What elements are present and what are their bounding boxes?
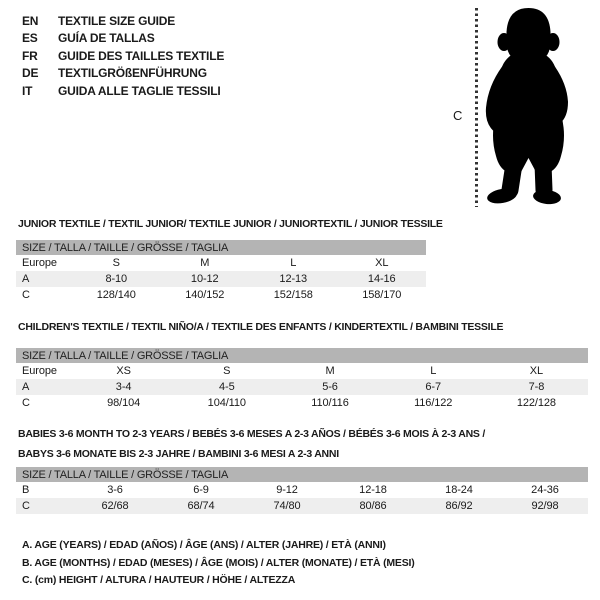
- table-cell: 68/74: [187, 500, 215, 512]
- table-cell: 80/86: [359, 500, 387, 512]
- table-cell: 24-36: [531, 484, 559, 496]
- table-row: [16, 498, 588, 514]
- size-header-bar: SIZE / TALLA / TAILLE / GRÖSSE / TAGLIA: [16, 467, 588, 482]
- table-cell: 6-9: [193, 484, 209, 496]
- toddler-silhouette-svg: [482, 6, 575, 207]
- table-title: [18, 320, 588, 334]
- table-row: [16, 379, 588, 395]
- language-label: GUIDA ALLE TAGLIE TESSILI: [58, 83, 221, 98]
- language-item: [22, 30, 224, 47]
- row-label: C: [22, 397, 30, 409]
- table-cell: 140/152: [185, 289, 225, 301]
- table-cell: M: [325, 365, 335, 377]
- table-title: [18, 217, 443, 231]
- table-cell: 152/158: [273, 289, 313, 301]
- table-cell: 18-24: [445, 484, 473, 496]
- table-cell: 3-4: [115, 381, 132, 393]
- language-label: TEXTILE SIZE GUIDE: [58, 14, 176, 28]
- table-cell: XL: [529, 365, 544, 377]
- language-label: GUÍA DE TALLAS: [58, 31, 155, 46]
- table-row: [16, 363, 588, 379]
- language-item: [22, 13, 224, 30]
- footnote-line-a: A. AGE (YEARS) / EDAD (AÑOS) / ÂGE (ANS) / ALTER (JAHRE) / ETÀ (ANNI): [22, 539, 386, 551]
- height-measure-dotted-line: [475, 8, 478, 207]
- table-cell: 12-18: [359, 484, 387, 496]
- table-title-line: CHILDREN'S TEXTILE / TEXTIL NIÑO/A / TEXTILE DES ENFANTS / KINDERTEXTIL / BAMBINI TESSILE: [18, 321, 504, 333]
- table-cell: S: [223, 365, 231, 377]
- table-cell: 104/110: [207, 397, 246, 409]
- language-label: GUIDE DES TAILLES TEXTILE: [58, 48, 225, 63]
- table-cell: 3-6: [107, 484, 123, 496]
- measure-label-c: C: [453, 108, 463, 123]
- row-label: A: [22, 381, 30, 393]
- table-cell: 110/116: [311, 397, 349, 409]
- language-code: FR: [22, 48, 38, 63]
- table-cell: 158/170: [362, 289, 402, 301]
- table-title: [18, 424, 588, 464]
- table-cell: L: [430, 365, 437, 377]
- language-item: [22, 83, 224, 100]
- row-label: B: [22, 484, 30, 496]
- table-row: [16, 482, 588, 498]
- footnote-line-c: C. (cm) HEIGHT / ALTURA / HAUTEUR / HÖHE / ALTEZZA: [22, 574, 296, 586]
- junior-size-table: [16, 217, 443, 303]
- footnote-line-b: B. AGE (MONTHS) / EDAD (MESES) / ÂGE (MOIS) / ALTER (MONATE) / ETÀ (MESI): [22, 556, 415, 569]
- footnotes: [22, 537, 415, 590]
- table-cell: 116/122: [414, 397, 453, 409]
- table-cell: 14-16: [367, 273, 396, 285]
- table-cell: M: [200, 257, 210, 269]
- row-label: Europe: [22, 365, 57, 377]
- row-label: C: [22, 500, 30, 512]
- row-label: C: [22, 289, 30, 301]
- language-item: [22, 65, 224, 82]
- babies-size-table: [16, 424, 588, 514]
- table-row: [16, 287, 426, 303]
- table-title-line: BABIES 3-6 MONTH TO 2-3 YEARS / BEBÉS 3-6 MESES A 2-3 AÑOS / BÉBÉS 3-6 MOIS À 2-3 ANS /: [18, 428, 486, 440]
- table-cell: 6-7: [425, 381, 442, 393]
- language-code: DE: [22, 66, 39, 81]
- table-cell: XL: [375, 257, 389, 269]
- table-cell: 10-12: [190, 273, 219, 285]
- table-row: [16, 271, 426, 287]
- language-code: EN: [22, 14, 39, 28]
- language-item: [22, 48, 224, 65]
- table-row: [16, 255, 426, 271]
- table-cell: 98/104: [107, 397, 141, 409]
- table-cell: 12-13: [279, 273, 308, 285]
- toddler-silhouette-icon: [482, 6, 575, 207]
- size-header-bar: SIZE / TALLA / TAILLE / GRÖSSE / TAGLIA: [16, 240, 426, 255]
- table-row: [16, 395, 588, 411]
- table-cell: 5-6: [322, 381, 338, 393]
- table-cell: 122/128: [516, 397, 556, 409]
- table-cell: 74/80: [273, 500, 301, 512]
- language-code: IT: [22, 83, 33, 98]
- table-title-line: BABYS 3-6 MONATE BIS 2-3 JAHRE / BAMBINI 3-6 MESI A 2-3 ANNI: [18, 448, 339, 460]
- table-cell: XS: [116, 365, 131, 377]
- children-size-table: [16, 320, 588, 411]
- language-list: [22, 13, 224, 100]
- table-title-line: JUNIOR TEXTILE / TEXTIL JUNIOR/ TEXTILE JUNIOR / JUNIORTEXTIL / JUNIOR TESSILE: [18, 218, 443, 230]
- table-cell: 8-10: [105, 273, 128, 285]
- table-cell: 128/140: [96, 289, 136, 301]
- language-label: TEXTILGRÖßENFÜHRUNG: [58, 66, 207, 81]
- row-label: A: [22, 273, 30, 285]
- language-code: ES: [22, 31, 38, 46]
- table-cell: 86/92: [445, 500, 473, 512]
- table-cell: S: [112, 257, 120, 269]
- table-cell: 4-5: [219, 381, 235, 393]
- table-cell: L: [290, 257, 297, 269]
- table-cell: 62/68: [101, 500, 129, 512]
- table-cell: 9-12: [276, 484, 298, 496]
- size-header-bar: SIZE / TALLA / TAILLE / GRÖSSE / TAGLIA: [16, 348, 588, 363]
- table-cell: 7-8: [528, 381, 545, 393]
- table-cell: 92/98: [531, 500, 559, 512]
- row-label: Europe: [22, 257, 57, 269]
